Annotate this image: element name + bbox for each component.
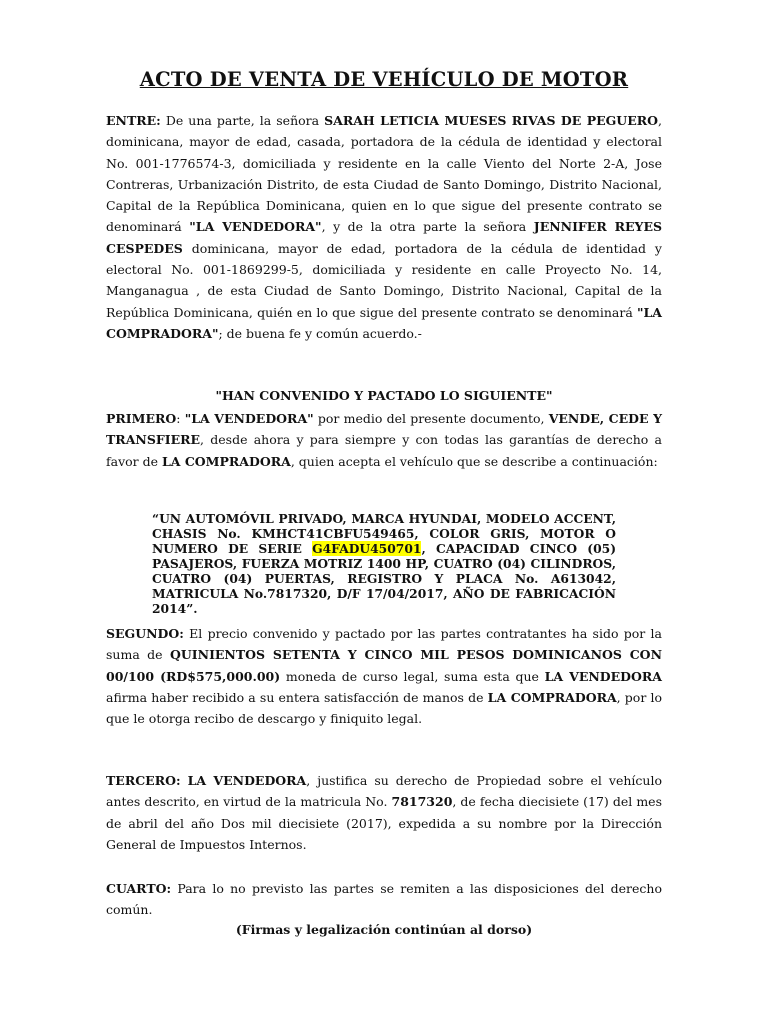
section-heading: "HAN CONVENIDO Y PACTADO LO SIGUIENTE": [215, 388, 553, 403]
tercero-seller: LA VENDEDORA: [187, 773, 307, 788]
cuarto-text-1: Para lo no previsto las partes se remiten a las disposiciones del derecho común.: [106, 881, 662, 918]
entre-label: ENTRE:: [106, 113, 161, 128]
cuarto-label: CUARTO:: [106, 881, 172, 896]
entre-text-3: , y de la otra parte la señora: [321, 219, 534, 235]
vehicle-description: [152, 511, 616, 616]
paragraph-entre: [106, 110, 662, 344]
primero-label: PRIMERO: [106, 411, 177, 426]
segundo-buyer: LA COMPRADORA: [487, 689, 617, 705]
document-title: ACTO DE VENTA DE VEHÍCULO DE MOTOR: [139, 68, 629, 91]
buyer-alias: "LA COMPRADORA": [106, 304, 662, 341]
entre-text-2: , dominicana, mayor de edad, casada, portadora de la cédula de identidad y electoral No. 001-1776574-3, domiciliada y residente en la calle Viento del Norte 2-A, Jose Contreras, Urbanización Distrito, de esta Ciudad de Santo Domingo, Distrito Nacional, Capital de la República Dominicana, quien en lo que sigue del presente contrato se denominará: [106, 113, 662, 235]
vehicle-text-2: , CAPACIDAD CINCO (05) PASAJEROS, FUERZA MOTRIZ 1400 HP, CUATRO (04) CILINDROS, CUATRO (04) PUERTAS, REGISTRO Y PLACA No. A613042, MATRICULA No.7817320, D/F 17/04/2017, AÑO DE FABRICACIÓN 2014”.: [152, 541, 617, 616]
paragraph-segundo: [106, 623, 662, 729]
primero-text-2: por medio del presente documento,: [313, 411, 549, 426]
segundo-label: SEGUNDO:: [106, 626, 184, 641]
paragraph-primero: [106, 408, 662, 472]
tercero-text-2: , justifica su derecho de Propiedad sobre el vehículo antes descrito, en virtud de la matricula No.: [106, 773, 662, 810]
engine-serial-highlight: G4FADU450701: [312, 541, 422, 556]
entre-text-5: ; de buena fe y común acuerdo.-: [218, 325, 422, 341]
paragraph-tercero: [106, 770, 662, 855]
sale-amount: QUINIENTOS SETENTA Y CINCO MIL PESOS DOMINICANOS CON 00/100 (RD$575,000.00): [106, 647, 662, 684]
segundo-seller: LA VENDEDORA: [544, 668, 662, 684]
segundo-text-2: moneda de curso legal, suma esta que: [280, 668, 545, 684]
vehicle-text-1: “UN AUTOMÓVIL PRIVADO, MARCA HYUNDAI, MODELO ACCENT, CHASIS No. KMHCT41CBFU549465, COLOR GRIS, MOTOR O NUMERO DE SERIE: [152, 511, 616, 556]
tercero-text-1: [181, 773, 188, 788]
seller-alias: "LA VENDEDORA": [189, 219, 322, 235]
matricula-number: 7817320: [391, 794, 453, 810]
paragraph-cuarto: [106, 878, 662, 921]
primero-text-3: , desde ahora y para siempre y con todas las garantías de derecho a favor de: [106, 432, 662, 469]
segundo-text-4: , por lo que le otorga recibo de descargo y finiquito legal.: [106, 689, 662, 727]
primero-verbs: VENDE, CEDE Y TRANSFIERE: [106, 411, 663, 448]
segundo-text-1: El precio convenido y pactado por las partes contratantes ha sido por la suma de: [106, 626, 662, 663]
primero-seller-alias: "LA VENDEDORA": [184, 411, 314, 426]
footer-note: (Firmas y legalización continúan al dorso): [235, 922, 533, 937]
seller-name: SARAH LETICIA MUESES RIVAS DE PEGUERO: [324, 113, 659, 128]
primero-buyer: LA COMPRADORA: [162, 453, 291, 469]
primero-text-4: , quien acepta el vehículo que se describe a continuación:: [290, 453, 658, 469]
entre-text-4: dominicana, mayor de edad, portadora de la cédula de identidad y electoral No. 001-1869299-5, domiciliada y residente en calle Proyecto No. 14, Manganagua , de esta Ciudad de Santo Domingo, Distrito Nacional, Capital de la República Dominicana, quién en lo que sigue del presente contrato se denominará: [106, 240, 662, 320]
entre-text-1: De una parte, la señora: [160, 113, 325, 128]
tercero-text-3: , de fecha diecisiete (17) del mes de abril del año Dos mil diecisiete (2017), expedida a su nombre por la Dirección General de Impuestos Internos.: [106, 794, 662, 852]
buyer-name: JENNIFER REYES CESPEDES: [106, 219, 663, 256]
segundo-text-3: afirma haber recibido a su entera satisfacción de manos de: [106, 689, 488, 705]
primero-text-1: :: [176, 411, 185, 426]
tercero-label: TERCERO:: [106, 773, 181, 788]
